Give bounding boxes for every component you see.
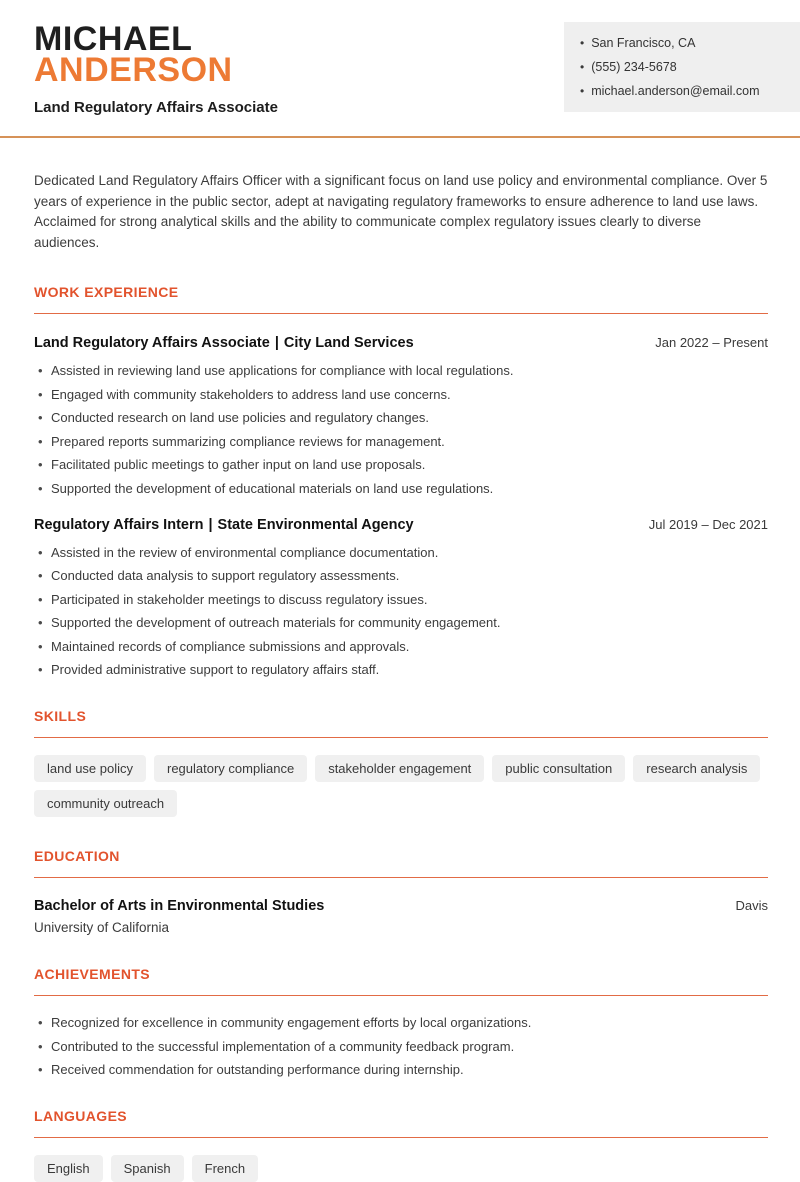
job-bullet-item: • Prepared reports summarizing compliance reviews for management. (38, 434, 768, 449)
resume-header (0, 0, 800, 116)
contact-list (580, 36, 786, 98)
job-title-text: Land Regulatory Affairs Associate (34, 335, 270, 351)
bullet-icon: • (580, 60, 585, 74)
job-dates: Jul 2019 – Dec 2021 (648, 516, 768, 532)
achievements-heading: ACHIEVEMENTS (34, 966, 151, 982)
job-bullet-item: • Assisted in reviewing land use applications for compliance with local regulations. (38, 363, 768, 378)
job-bullet-item: • Supported the development of educational materials on land use regulations. (38, 481, 768, 496)
education-location: Davis (735, 898, 768, 913)
section-rule (34, 877, 768, 878)
language-tag: Spanish (111, 1155, 184, 1182)
job-bullet-list (34, 363, 768, 496)
contact-item-text: San Francisco, CA (591, 36, 696, 50)
job-header (34, 335, 768, 351)
skill-tag: community outreach (34, 790, 177, 817)
contact-item (580, 84, 786, 98)
section-education (34, 848, 768, 935)
profile-summary: Dedicated Land Regulatory Affairs Officer with a significant focus on land use policy and environmental compliance. Over 5 years of experience in the public sector, adept at navigating regulatory frameworks to ensure adherence to land use laws. Acclaimed for strong analytical skills and the ability to communicate complex regulatory issues clearly to diverse audiences. (34, 173, 768, 250)
skill-tag: research analysis (633, 755, 760, 782)
education-heading: EDUCATION (34, 848, 120, 864)
achievement-bullet-item: • Recognized for excellence in community engagement efforts by local organizations. (38, 1015, 768, 1030)
section-rule (34, 737, 768, 738)
section-achievements (34, 966, 768, 1077)
skills-heading: SKILLS (34, 708, 87, 724)
title-company-separator: | (274, 335, 279, 351)
work-experience-heading: WORK EXPERIENCE (34, 284, 179, 300)
candidate-first-name: MICHAEL (34, 20, 193, 58)
contact-item (580, 60, 786, 74)
language-tag: French (192, 1155, 258, 1182)
language-tag-list (34, 1155, 768, 1182)
resume-body (0, 171, 800, 1182)
skill-tag: public consultation (492, 755, 625, 782)
title-company-separator: | (208, 516, 213, 533)
job-bullet-item: • Maintained records of compliance submissions and approvals. (38, 639, 768, 654)
job-header (34, 517, 768, 533)
job-company: City Land Services (283, 335, 414, 351)
bullet-icon: • (580, 36, 585, 50)
job-entry (34, 517, 768, 678)
job-title (34, 335, 414, 351)
contact-item-text: (555) 234-5678 (591, 60, 677, 74)
candidate-headline: Land Regulatory Affairs Associate (34, 99, 278, 116)
job-bullet-list (34, 545, 768, 678)
header-divider (0, 136, 800, 138)
section-rule (34, 313, 768, 314)
achievement-bullet-item: • Received commendation for outstanding performance during internship. (38, 1062, 768, 1077)
education-entry (34, 898, 768, 914)
contact-item (580, 36, 786, 50)
job-bullet-item: • Provided administrative support to regulatory affairs staff. (38, 662, 768, 677)
job-bullet-item: • Facilitated public meetings to gather input on land use proposals. (38, 457, 768, 472)
job-entry (34, 335, 768, 496)
section-rule (34, 1137, 768, 1138)
job-bullet-item: • Conducted data analysis to support regulatory assessments. (38, 568, 768, 583)
candidate-last-name: ANDERSON (34, 51, 233, 89)
languages-heading: LANGUAGES (34, 1108, 128, 1124)
skill-tag: regulatory compliance (154, 755, 307, 782)
job-bullet-item: • Participated in stakeholder meetings to discuss regulatory issues. (38, 592, 768, 607)
skill-tag-list (34, 755, 768, 817)
section-rule (34, 995, 768, 996)
job-bullet-item: • Engaged with community stakeholders to address land use concerns. (38, 387, 768, 402)
skill-tag: stakeholder engagement (315, 755, 484, 782)
school-name: University of California (34, 920, 170, 935)
achievement-bullet-item: • Contributed to the successful implementation of a community feedback program. (38, 1039, 768, 1054)
bullet-icon: • (580, 84, 585, 98)
job-dates: Jan 2022 – Present (655, 335, 768, 350)
section-work-experience (34, 284, 768, 677)
degree-title: Bachelor of Arts in Environmental Studies (34, 898, 325, 914)
contact-card (564, 22, 800, 112)
job-title (34, 517, 414, 533)
skill-tag: land use policy (34, 755, 146, 782)
achievement-bullet-list (34, 1015, 768, 1077)
section-skills (34, 708, 768, 817)
job-bullet-item: • Assisted in the review of environmental compliance documentation. (38, 545, 768, 560)
section-languages (34, 1108, 768, 1182)
job-company: State Environmental Agency (217, 516, 414, 533)
contact-item-text: michael.anderson@email.com (591, 84, 760, 98)
job-bullet-item: • Supported the development of outreach materials for community engagement. (38, 615, 768, 630)
job-bullet-item: • Conducted research on land use policies and regulatory changes. (38, 410, 768, 425)
job-title-text: Regulatory Affairs Intern (34, 516, 204, 533)
language-tag: English (34, 1155, 103, 1182)
